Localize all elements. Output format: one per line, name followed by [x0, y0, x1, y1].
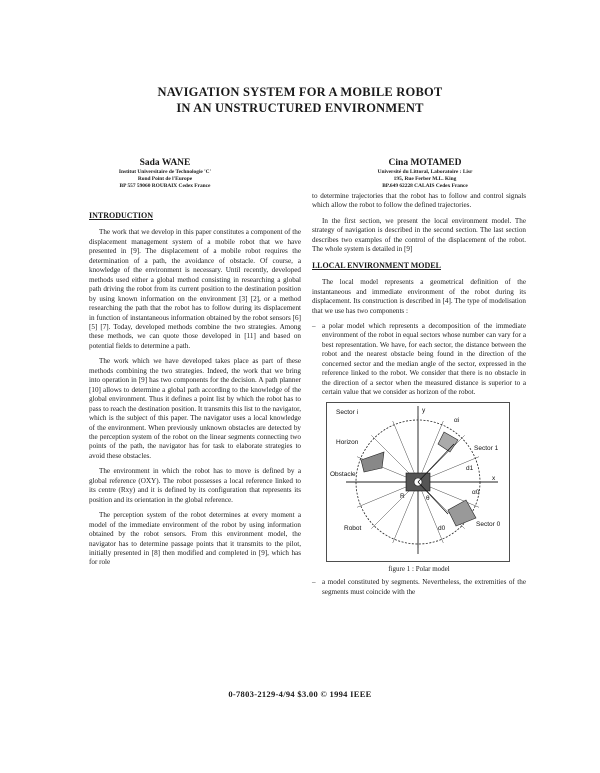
body-paragraph: The work that we develop in this paper constitutes a component of the displacement management system of a mobile robot that we have presented in [9]. The displacement of a mobile robot requires the determination of a path, the avoidance of obstacle. Of course, a knowledge of the environment is necessary. Until recently, developed methods used either a global method consisting in researching a global path driving the robot from its current position to the destination position by using known information on the environment [3] [2], or a method researching the path that the robot has to follow during its displacement in function of instantaneous information obtained by the robot sensors [6] [5] [7]. Today, developed methods combine the two strategies. Among these methods, we can quote those developed in [11] and based on potential fields to determine a path.	[89, 228, 301, 350]
author-block	[325, 157, 525, 190]
body-paragraph: In the first section, we present the local environment model. The strategy of navigation is described in the second section. The last section describes two examples of the control of the displacement of the robot. The whole system is detailed in [9]	[312, 216, 526, 254]
distance-line	[418, 444, 454, 482]
label-d1: d1	[466, 464, 474, 472]
author-affiliation: 195, Rue Ferber M.L. King	[393, 176, 457, 182]
author-name: Sada WANE	[139, 158, 191, 168]
list-item: – a polar model which represents a decomposition of the immediate environment of the robot in equal sectors whose number can vary for a best representation. We have, for each sector, the distance between the robot and the nearest obstacle being found in the direction of the concerned sector and the median angle of the sector, expressed in the reference linked to the robot. We consider that there is no obstacle in the direction of a sector when the measured distance is superior to a certain value that we consider as horizon of the robot.	[312, 321, 526, 397]
author-affiliation: Université du Littoral, Laboratoire : Lisr	[377, 169, 473, 175]
author-affiliation: Rond Point de l'Europe	[137, 176, 193, 182]
list-item-text: a model constituted by segments. Nevertheless, the extremities of the segments must coincide with the	[322, 578, 526, 596]
obstacle-shape	[448, 500, 476, 526]
body-paragraph: The perception system of the robot determines at every moment a model of the immediate environment of the robot by using information obtained by the robot sensors. From this environment model, the navigator has to determine passage points that it transmits to the pilot, initially presented in [8] then modified and completed in [9], which has for role	[89, 511, 301, 567]
body-paragraph: The local model represents a geometrical definition of the instantaneous and immediate environment of the robot during its displacement. Its construction is described in [4]. The type of modelisation that we use has two components :	[312, 278, 526, 315]
obstacle-shape	[438, 432, 458, 452]
label-theta: θ	[426, 494, 430, 502]
author-block	[75, 157, 255, 190]
left-column	[89, 207, 301, 574]
label-horizon: Horizon	[336, 438, 359, 446]
obstacle-shape	[361, 452, 384, 472]
polar-model-figure	[326, 402, 510, 562]
label-sector-1: Sector 1	[474, 444, 499, 452]
title-line: NAVIGATION SYSTEM FOR A MOBILE ROBOT	[157, 85, 443, 99]
copyright-footer: 0-7803-2129-4/94 $3.00 © 1994 IEEE	[228, 689, 372, 699]
author-name: Cina MOTAMED	[388, 158, 462, 168]
author-affiliation: Institut Universitaire de Technologie 'C'	[118, 169, 212, 175]
body-paragraph: The work which we have developed takes place as part of these methods combining the two strategies. Indeed, the work that we bring into operation in [9] has two components for the decision. A path planner [10] allows to determine a global path according to the knowledge of the global environment. Thus it defines a point list by which the robot has to pass to reach the destination position. It transmits this list to the navigator, which is the subject of this paper. The navigator uses a local knowledge of the environment. When previously unknown obstacles are detected by the perception system of the robot on the linear segments connecting two points of the path, the navigator has for task to elaborate strategies to avoid these obstacles.	[89, 357, 301, 460]
label-x: x	[492, 474, 496, 482]
label-alpha-0: α0	[472, 488, 480, 496]
author-affiliation: BP 557 59060 ROUBAIX Cedex France	[119, 183, 211, 189]
right-column	[312, 192, 526, 601]
label-sector-0: Sector 0	[476, 520, 501, 528]
polar-model-diagram	[326, 402, 510, 562]
paper-title	[0, 84, 600, 116]
list-item: – a model constituted by segments. Nevertheless, the extremities of the segments must coincide with the	[312, 578, 526, 596]
label-sector-i: Sector i	[336, 408, 359, 416]
title-line: IN AN UNSTRUCTURED ENVIRONMENT	[176, 101, 424, 115]
label-y: y	[422, 406, 426, 414]
body-paragraph: to determine trajectories that the robot has to follow and control signals which allow the robot to follow the defined trajectories.	[312, 192, 526, 210]
distance-line	[418, 482, 448, 514]
section-heading: INTRODUCTION	[89, 211, 154, 220]
label-d0: d0	[438, 524, 446, 532]
figure-caption: figure 1 : Polar model	[388, 564, 450, 573]
section-heading: I.LOCAL ENVIRONMENT MODEL	[312, 260, 441, 270]
label-r: R	[400, 492, 405, 500]
label-obstacle: Obstacle	[330, 470, 356, 478]
label-robot: Robot	[344, 524, 362, 532]
label-alpha-i: αi	[454, 416, 460, 424]
list-item-text: a polar model which represents a decomposition of the immediate environment of the robot in equal sectors whose number can vary for a best representation. We have, for each sector, the distance between the robot and the nearest obstacle being found in the direction of the concerned sector and the median angle of the sector, expressed in the reference linked to the robot. We consider that there is no obstacle in the direction of a sector when the measured distance is superior to a certain value that we consider as horizon of the robot.	[322, 321, 526, 397]
author-affiliation: BP.649 62228 CALAIS Cedex France	[382, 183, 468, 189]
body-paragraph: The environment in which the robot has to move is defined by a global reference (OXY). The robot possesses a local reference linked to its centre (Rxy) and it is defined by its configuration that represents its position and its orientation in the global reference.	[89, 467, 301, 504]
